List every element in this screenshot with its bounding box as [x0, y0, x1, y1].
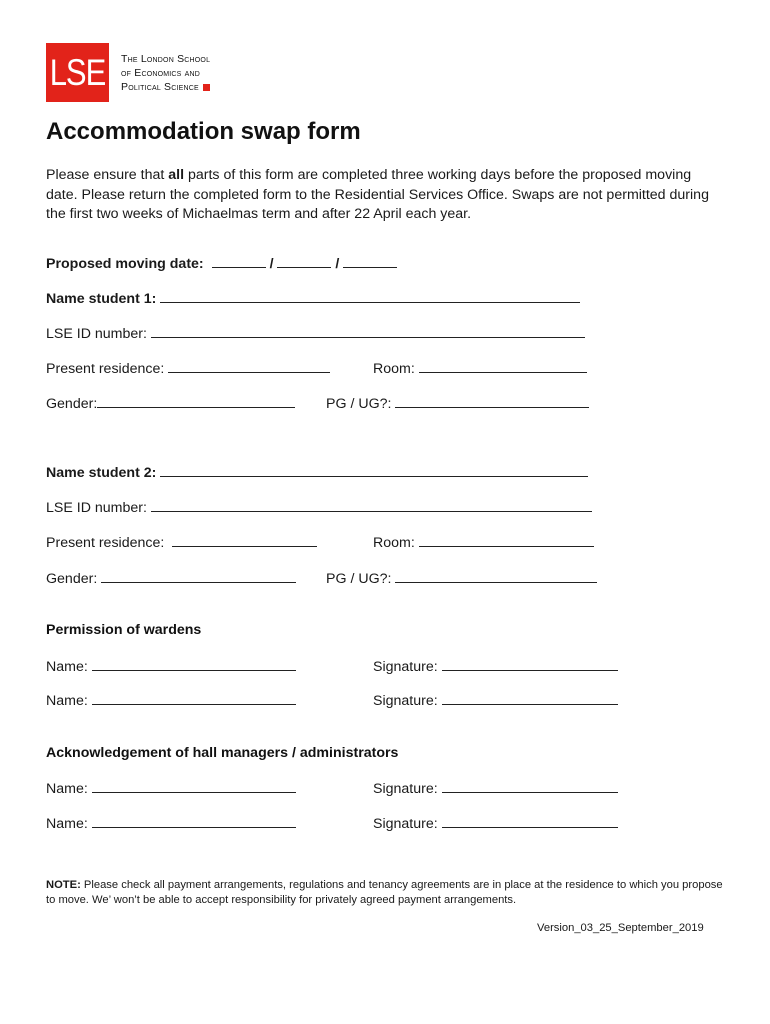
student1-level-label: PG / UG?: [326, 396, 392, 412]
wardens-heading: Permission of wardens [46, 622, 202, 638]
student1-level-row [326, 395, 589, 412]
student2-name-row [46, 464, 588, 481]
manager2-signature-field[interactable] [442, 815, 618, 828]
manager2-signature-row [373, 815, 618, 832]
manager2-name-label: Name: [46, 816, 88, 832]
moving-date-row [46, 255, 397, 272]
warden2-name-row [46, 692, 296, 709]
warden2-signature-row [373, 692, 618, 709]
warden1-signature-row [373, 658, 618, 675]
lse-logo [46, 43, 109, 102]
logo-wordmark [121, 52, 210, 94]
note-label: NOTE: [46, 879, 81, 891]
manager1-name-field[interactable] [92, 780, 296, 793]
student1-residence-row [46, 360, 330, 377]
student1-name-field[interactable] [160, 290, 580, 303]
intro-part-2: parts of this form are completed three working days before the proposed moving date. Please return the completed form to the Residential Services Office. Swaps are not permitted during the first two weeks of Michaelmas term and after 22 April each year. [46, 167, 709, 222]
student2-id-field[interactable] [151, 499, 592, 512]
moving-date-label: Proposed moving date: [46, 256, 204, 272]
date-separator: / [335, 256, 340, 272]
student2-residence-field[interactable] [172, 534, 317, 547]
warden2-name-label: Name: [46, 693, 88, 709]
student1-id-label: LSE ID number: [46, 326, 147, 342]
intro-paragraph [46, 166, 726, 225]
moving-date-year-field[interactable] [343, 255, 397, 268]
warden1-name-label: Name: [46, 659, 88, 675]
manager2-name-field[interactable] [92, 815, 296, 828]
manager1-signature-row [373, 780, 618, 797]
student1-residence-field[interactable] [168, 360, 330, 373]
moving-date-day-field[interactable] [212, 255, 266, 268]
manager1-signature-label: Signature: [373, 781, 438, 797]
student1-residence-label: Present residence: [46, 361, 165, 377]
manager1-signature-field[interactable] [442, 780, 618, 793]
warden2-name-field[interactable] [92, 692, 296, 705]
moving-date-month-field[interactable] [277, 255, 331, 268]
intro-emphasis: all [168, 167, 185, 183]
logo-red-square [203, 84, 210, 91]
manager1-name-label: Name: [46, 781, 88, 797]
student2-room-row [373, 534, 594, 551]
student1-id-row [46, 325, 585, 342]
logo-line-3: Political Science [121, 81, 199, 93]
student2-gender-label: Gender: [46, 571, 98, 587]
warden1-name-row [46, 658, 296, 675]
logo-line-1: The London School [121, 53, 211, 65]
page-title: Accommodation swap form [46, 118, 361, 145]
managers-heading: Acknowledgement of hall managers / administrators [46, 745, 399, 761]
student1-level-field[interactable] [395, 395, 589, 408]
manager2-signature-label: Signature: [373, 816, 438, 832]
student2-name-label: Name student 2: [46, 465, 157, 481]
student2-gender-field[interactable] [101, 570, 296, 583]
student1-gender-field[interactable] [97, 395, 295, 408]
student2-id-label: LSE ID number: [46, 500, 147, 516]
student2-name-field[interactable] [160, 464, 588, 477]
date-separator: / [269, 256, 274, 272]
logo-mark: LSE [49, 50, 106, 93]
manager1-name-row [46, 780, 296, 797]
logo-line-2: of Economics and [121, 67, 201, 79]
student2-level-row [326, 570, 597, 587]
note-paragraph [46, 878, 726, 908]
student1-gender-row [46, 395, 295, 412]
student1-room-field[interactable] [419, 360, 587, 373]
student2-residence-row [46, 534, 317, 551]
student2-gender-row [46, 570, 296, 587]
student2-level-label: PG / UG?: [326, 571, 392, 587]
student1-name-row [46, 290, 580, 307]
warden2-signature-field[interactable] [442, 692, 618, 705]
student2-id-row [46, 499, 592, 516]
manager2-name-row [46, 815, 296, 832]
warden1-signature-label: Signature: [373, 659, 438, 675]
student1-name-label: Name student 1: [46, 291, 157, 307]
version-label: Version_03_25_September_2019 [537, 922, 704, 934]
student2-level-field[interactable] [395, 570, 597, 583]
student2-room-field[interactable] [419, 534, 594, 547]
note-text: Please check all payment arrangements, regulations and tenancy agreements are in place at the residence to which you propose to move. We’ won’t be able to accept responsibility for privately agreed payment arrangements. [46, 879, 723, 906]
warden2-signature-label: Signature: [373, 693, 438, 709]
intro-part-1: Please ensure that [46, 167, 169, 183]
student1-gender-label: Gender: [46, 396, 98, 412]
student1-room-label: Room: [373, 361, 415, 377]
student1-room-row [373, 360, 587, 377]
warden1-name-field[interactable] [92, 658, 296, 671]
student2-residence-label: Present residence: [46, 535, 165, 551]
warden1-signature-field[interactable] [442, 658, 618, 671]
student1-id-field[interactable] [151, 325, 585, 338]
student2-room-label: Room: [373, 535, 415, 551]
